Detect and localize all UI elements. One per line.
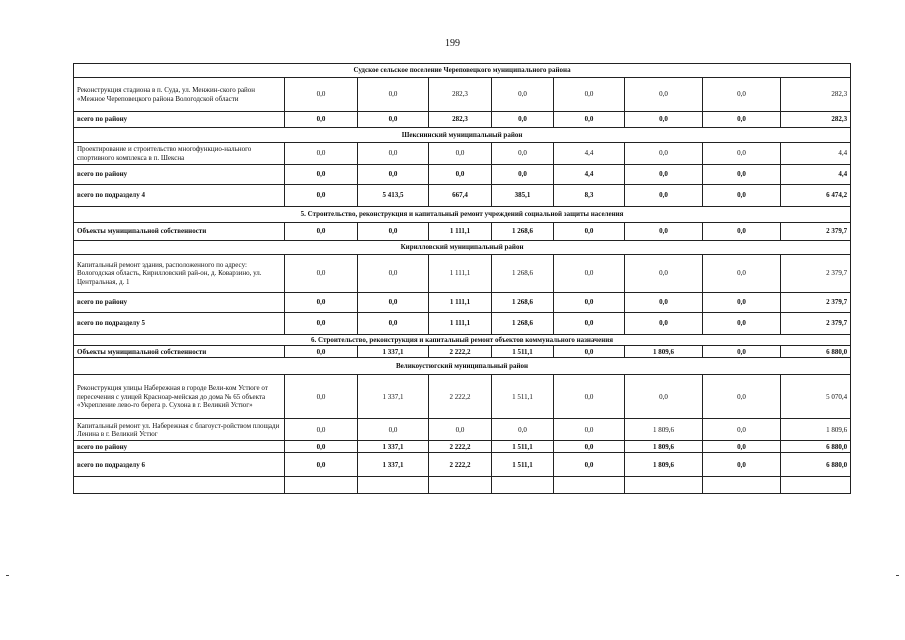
value-cell: 0,0 [554,255,625,293]
value-cell: 0,0 [625,255,703,293]
value-cell: 0,0 [429,419,492,441]
value-cell: 0,0 [492,78,554,112]
value-cell: 0,0 [358,419,429,441]
row-total-cell: 6 880,0 [781,441,851,453]
value-cell: 0,0 [358,78,429,112]
value-cell: 0,0 [285,78,358,112]
value-cell: 0,0 [285,375,358,419]
section-title: 5. Строительство, реконструкция и капитальный ремонт учреждений социальной защиты населения [74,207,851,223]
empty-cell [781,477,851,494]
value-cell: 0,0 [554,441,625,453]
value-cell: 1 511,1 [492,441,554,453]
value-cell: 0,0 [358,313,429,335]
section-header-row [74,207,851,223]
row-total-cell: 6 474,2 [781,185,851,207]
total-row [74,223,851,241]
value-cell: 1 337,1 [358,346,429,358]
value-cell: 0,0 [703,255,781,293]
section-header-row [74,128,851,143]
scan-mark [896,575,899,576]
value-cell: 0,0 [358,112,429,128]
row-total-cell: 6 880,0 [781,346,851,358]
row-name-cell: всего по району [74,293,285,313]
row-total-cell: 6 880,0 [781,453,851,477]
value-cell: 0,0 [285,185,358,207]
section-title: Великоустюгский муниципальный район [74,358,851,375]
value-cell: 1 268,6 [492,313,554,335]
value-cell: 0,0 [625,143,703,165]
section-header-row [74,358,851,375]
value-cell: 0,0 [285,313,358,335]
value-cell: 0,0 [285,453,358,477]
value-cell: 0,0 [285,293,358,313]
row-name-cell: Капитальный ремонт ул. Набережная с благоуст-ройством площади Ленина в г. Великий Устюг [74,419,285,441]
value-cell: 0,0 [492,419,554,441]
value-cell: 0,0 [358,223,429,241]
value-cell: 0,0 [554,112,625,128]
value-cell: 1 111,1 [429,293,492,313]
row-total-cell: 4,4 [781,143,851,165]
value-cell: 0,0 [703,143,781,165]
row-total-cell: 2 379,7 [781,293,851,313]
value-cell: 0,0 [703,165,781,185]
total-row [74,453,851,477]
value-cell: 1 511,1 [492,346,554,358]
value-cell: 0,0 [703,346,781,358]
value-cell: 1 111,1 [429,255,492,293]
value-cell: 1 337,1 [358,453,429,477]
empty-cell [703,477,781,494]
value-cell: 0,0 [554,223,625,241]
budget-table [73,63,851,494]
value-cell: 282,3 [429,78,492,112]
row-total-cell: 2 379,7 [781,223,851,241]
row-name-cell: Капитальный ремонт здания, расположенного по адресу: Вологодская область, Кирилловский рай-он, д. Коварзино, ул. Центральная, д. 1 [74,255,285,293]
row-name-cell: Объекты муниципальной собственности [74,346,285,358]
value-cell: 8,3 [554,185,625,207]
row-name-cell: всего по району [74,441,285,453]
value-cell: 0,0 [285,143,358,165]
value-cell: 1 337,1 [358,375,429,419]
table-row [74,143,851,165]
value-cell: 0,0 [703,375,781,419]
row-total-cell: 2 379,7 [781,313,851,335]
value-cell: 0,0 [429,143,492,165]
value-cell: 2 222,2 [429,346,492,358]
section-header-row [74,241,851,255]
section-header-row [74,64,851,78]
value-cell: 0,0 [625,293,703,313]
value-cell: 5 413,5 [358,185,429,207]
value-cell: 0,0 [285,112,358,128]
total-row [74,185,851,207]
row-name-cell: всего по подразделу 5 [74,313,285,335]
value-cell: 1 809,6 [625,346,703,358]
budget-table-body [74,64,851,494]
value-cell: 1 268,6 [492,255,554,293]
row-total-cell: 1 809,6 [781,419,851,441]
table-row [74,375,851,419]
section-title: Судское сельское поселение Череповецкого муниципального района [74,64,851,78]
row-name-cell: всего по району [74,165,285,185]
empty-cell [358,477,429,494]
value-cell: 0,0 [625,375,703,419]
total-row [74,441,851,453]
value-cell: 0,0 [285,255,358,293]
value-cell: 4,4 [554,165,625,185]
page-number: 199 [445,38,460,49]
value-cell: 0,0 [554,293,625,313]
value-cell: 0,0 [554,419,625,441]
value-cell: 0,0 [358,293,429,313]
table-row [74,255,851,293]
value-cell: 0,0 [358,165,429,185]
value-cell: 0,0 [625,112,703,128]
section-header-row [74,335,851,346]
row-name-cell: Реконструкция улицы Набережная в городе Вели-ком Устюге от пересечения с улицей Краснoар-мейская до дома № 65 объекта «Укрепление лево-го берега р. Сухона в г. Великий Устюг» [74,375,285,419]
value-cell: 0,0 [625,78,703,112]
value-cell: 0,0 [492,143,554,165]
value-cell: 1 809,6 [625,441,703,453]
value-cell: 385,1 [492,185,554,207]
value-cell: 0,0 [554,313,625,335]
row-total-cell: 282,3 [781,78,851,112]
empty-cell [554,477,625,494]
row-total-cell: 4,4 [781,165,851,185]
value-cell: 2 222,2 [429,441,492,453]
value-cell: 2 222,2 [429,453,492,477]
row-name-cell: Объекты муниципальной собственности [74,223,285,241]
value-cell: 1 111,1 [429,313,492,335]
value-cell: 0,0 [285,346,358,358]
value-cell: 0,0 [554,346,625,358]
value-cell: 0,0 [625,185,703,207]
value-cell: 2 222,2 [429,375,492,419]
value-cell: 0,0 [703,112,781,128]
value-cell: 0,0 [703,293,781,313]
value-cell: 1 111,1 [429,223,492,241]
empty-cell [285,477,358,494]
value-cell: 0,0 [492,112,554,128]
value-cell: 0,0 [703,78,781,112]
value-cell: 0,0 [285,419,358,441]
value-cell: 0,0 [703,185,781,207]
total-row [74,112,851,128]
row-name-cell: всего по подразделу 6 [74,453,285,477]
row-name-cell: всего по району [74,112,285,128]
empty-cell [492,477,554,494]
value-cell: 1 268,6 [492,293,554,313]
value-cell: 1 511,1 [492,453,554,477]
row-total-cell: 282,3 [781,112,851,128]
value-cell: 0,0 [703,419,781,441]
total-row [74,165,851,185]
value-cell: 0,0 [285,165,358,185]
value-cell: 1 809,6 [625,419,703,441]
total-row [74,346,851,358]
empty-cell [625,477,703,494]
empty-cell [429,477,492,494]
value-cell: 0,0 [554,453,625,477]
row-name-cell: Реконструкция стадиона в п. Суда, ул. Менжин-ского район «Межное Череповецкого района Вологодской области [74,78,285,112]
table-row [74,419,851,441]
value-cell: 0,0 [429,165,492,185]
value-cell: 0,0 [285,223,358,241]
value-cell: 0,0 [625,223,703,241]
empty-row [74,477,851,494]
scan-mark [6,575,9,576]
value-cell: 0,0 [358,255,429,293]
value-cell: 0,0 [358,143,429,165]
row-total-cell: 5 070,4 [781,375,851,419]
total-row [74,313,851,335]
value-cell: 0,0 [703,223,781,241]
section-title: Кирилловский муниципальный район [74,241,851,255]
row-total-cell: 2 379,7 [781,255,851,293]
table-row [74,78,851,112]
value-cell: 4,4 [554,143,625,165]
empty-cell [74,477,285,494]
total-row [74,293,851,313]
section-title: 6. Строительство, реконструкция и капитальный ремонт объектов коммунального назначения [74,335,851,346]
value-cell: 0,0 [625,313,703,335]
value-cell: 1 809,6 [625,453,703,477]
value-cell: 0,0 [703,441,781,453]
value-cell: 0,0 [625,165,703,185]
value-cell: 0,0 [554,375,625,419]
value-cell: 1 511,1 [492,375,554,419]
value-cell: 0,0 [554,78,625,112]
value-cell: 0,0 [703,313,781,335]
row-name-cell: всего по подразделу 4 [74,185,285,207]
section-title: Шекснинский муниципальный район [74,128,851,143]
row-name-cell: Проектирование и строительство многофункцио-нального спортивного комплекса в п. Шексна [74,143,285,165]
value-cell: 667,4 [429,185,492,207]
value-cell: 1 268,6 [492,223,554,241]
value-cell: 0,0 [285,441,358,453]
value-cell: 0,0 [703,453,781,477]
value-cell: 1 337,1 [358,441,429,453]
value-cell: 0,0 [492,165,554,185]
value-cell: 282,3 [429,112,492,128]
